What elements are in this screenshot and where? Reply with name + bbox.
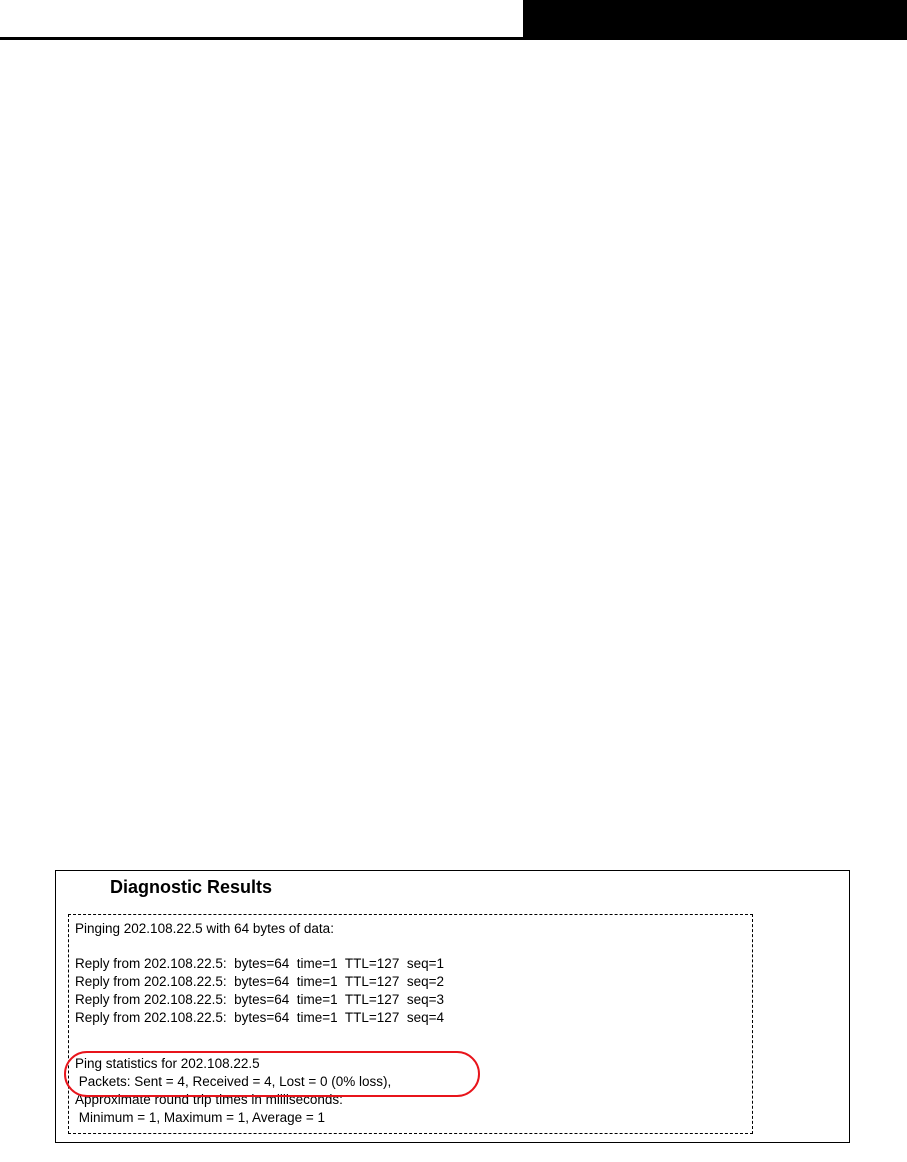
result-line-reply-4: Reply from 202.108.22.5: bytes=64 time=1 TTL=127 seq=4: [75, 1010, 444, 1025]
result-line-reply-2: Reply from 202.108.22.5: bytes=64 time=1 TTL=127 seq=2: [75, 974, 444, 989]
page-header: [0, 0, 907, 40]
panel-title: Diagnostic Results: [110, 877, 273, 897]
diagnostic-results-panel: [55, 870, 850, 1143]
result-line-packets: Packets: Sent = 4, Received = 4, Lost = 0 (0% loss),: [75, 1074, 392, 1089]
result-line-reply-3: Reply from 202.108.22.5: bytes=64 time=1 TTL=127 seq=3: [75, 992, 444, 1007]
result-line-approx: Approximate round trip times in milliseconds:: [75, 1092, 343, 1107]
result-line-pinging: Pinging 202.108.22.5 with 64 bytes of data:: [75, 921, 334, 936]
result-line-stats-header: Ping statistics for 202.108.22.5: [75, 1056, 260, 1071]
blank-page-area: [0, 40, 907, 870]
header-black-block: [523, 0, 907, 37]
results-output-box: [68, 914, 753, 1134]
result-line-reply-1: Reply from 202.108.22.5: bytes=64 time=1 TTL=127 seq=1: [75, 956, 444, 971]
result-line-min-max-avg: Minimum = 1, Maximum = 1, Average = 1: [75, 1110, 325, 1125]
